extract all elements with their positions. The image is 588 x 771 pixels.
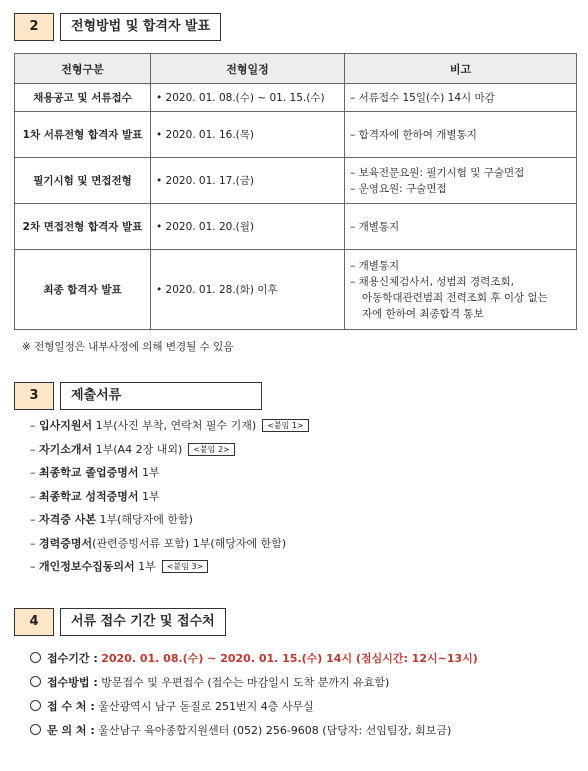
section-number: 2 — [14, 13, 54, 41]
notes-cell — [345, 204, 577, 250]
section-title: 서류 접수 기간 및 접수처 — [60, 608, 226, 636]
table-header-row — [15, 54, 577, 84]
info-label: 접수기간 : — [47, 652, 98, 665]
document-name: 자격증 사본 — [39, 513, 96, 526]
list-item: – 입사지원서 1부(사진 부착, 연락처 필수 기재) <붙임 1> — [30, 417, 309, 441]
info-label: 문 의 처 : — [47, 724, 95, 737]
document-name: 최종학교 졸업증명서 — [39, 466, 139, 479]
date-text: 2020. 01. 08.(수) ~ 01. 15.(수) — [165, 91, 325, 104]
attachment-tag: <붙임 3> — [162, 560, 209, 573]
document-name: 입사지원서 — [39, 419, 93, 432]
table-row — [15, 112, 577, 158]
list-item — [30, 698, 478, 722]
column-header: 비고 — [345, 54, 577, 84]
document-name: 개인정보수집동의서 — [39, 560, 135, 573]
document-detail: 1부(A4 2장 내외) — [92, 442, 183, 456]
note-line: – 보육전문요원: 필기시험 및 구술면접 — [350, 166, 525, 179]
date-cell: • 2020. 01. 08.(수) ~ 01. 15.(수) — [151, 84, 345, 112]
document-detail: 1부(사진 부착, 연락처 필수 기재) — [92, 419, 257, 432]
notes-cell — [345, 112, 577, 158]
info-value: 방문접수 및 우편접수 (접수는 마감일시 도착 분까지 유효함) — [101, 676, 390, 689]
document-detail: (관련증빙서류 포함) 1부(해당자에 한함) — [92, 536, 287, 550]
attachment-tag: <붙임 1> — [262, 419, 309, 432]
document-detail: 1부(해당자에 한함) — [95, 513, 193, 526]
document-detail: 1부 — [138, 489, 160, 503]
section-number: 4 — [14, 608, 54, 636]
section-title: 전형방법 및 합격자 발표 — [60, 13, 221, 41]
submission-info-list — [30, 650, 478, 746]
schedule-table — [14, 53, 577, 330]
stage-cell: 채용공고 및 서류접수 — [15, 84, 151, 112]
list-item — [30, 674, 478, 698]
info-value: 울산남구 육아종합지원센터 (052) 256-9608 (담당자: 선임팀장, 회보금) — [98, 724, 452, 737]
document-name: 경력증명서 — [39, 536, 93, 550]
document-detail: 1부 — [138, 466, 160, 479]
list-item: – 최종학교 졸업증명서 1부 — [30, 466, 160, 479]
date-text: 2020. 01. 28.(화) 이후 — [165, 283, 278, 296]
note-line: – 개별통지 — [350, 220, 400, 233]
date-cell: • 2020. 01. 28.(화) 이후 — [151, 250, 345, 330]
list-item: – 자격증 사본 1부(해당자에 한함) — [30, 513, 193, 526]
date-text: 2020. 01. 17.(금) — [165, 174, 254, 187]
date-text: 2020. 01. 16.(목) — [165, 128, 254, 141]
circle-bullet-icon — [30, 700, 41, 711]
document-name: 자기소개서 — [39, 442, 93, 456]
stage-cell: 2차 면접전형 합격자 발표 — [15, 204, 151, 250]
circle-bullet-icon — [30, 652, 41, 663]
stage-cell: 최종 합격자 발표 — [15, 250, 151, 330]
stage-cell: 1차 서류전형 합격자 발표 — [15, 112, 151, 158]
circle-bullet-icon — [30, 676, 41, 687]
section-number: 3 — [14, 382, 54, 410]
document-name: 최종학교 성적증명서 — [39, 489, 139, 503]
list-item: – 경력증명서(관련증빙서류 포함) 1부(해당자에 한함) — [30, 536, 287, 550]
note-line: 아동학대관련범죄 전력조회 후 이상 없는 — [362, 291, 548, 304]
date-text: 2020. 01. 20.(월) — [165, 220, 254, 233]
document-detail: 1부 — [134, 560, 156, 573]
list-item: – 자기소개서 1부(A4 2장 내외) <붙임 2> — [30, 441, 309, 465]
note-line: – 개별통지 — [350, 259, 400, 272]
table-row — [15, 250, 577, 330]
info-label: 접수방법 : — [47, 676, 98, 689]
section-title: 제출서류 — [60, 382, 262, 410]
info-value: 2020. 01. 08.(수) ~ 2020. 01. 15.(수) 14시 (점심시간: 12시~13시) — [101, 652, 478, 665]
table-row — [15, 84, 577, 112]
date-cell: • 2020. 01. 17.(금) — [151, 158, 345, 204]
note-line: – 합격자에 한하여 개별통지 — [350, 128, 477, 141]
date-cell: • 2020. 01. 16.(목) — [151, 112, 345, 158]
info-value: 울산광역시 남구 돋질로 251번지 4층 사무실 — [98, 700, 314, 713]
schedule-note: ※ 전형일정은 내부사정에 의해 변경될 수 있음 — [22, 341, 234, 353]
list-item: – 개인정보수집동의서 1부 <붙임 3> — [30, 558, 309, 582]
stage-cell: 필기시험 및 면접전형 — [15, 158, 151, 204]
column-header: 전형일정 — [151, 54, 345, 84]
info-label: 접 수 처 : — [47, 700, 95, 713]
date-cell: • 2020. 01. 20.(월) — [151, 204, 345, 250]
note-line: – 채용신체검사서, 성범죄 경력조회, — [350, 275, 514, 288]
document-list — [30, 417, 309, 582]
notes-cell — [345, 158, 577, 204]
notes-cell — [345, 84, 577, 112]
column-header: 전형구분 — [15, 54, 151, 84]
list-item — [30, 650, 478, 674]
attachment-tag: <붙임 2> — [188, 443, 235, 456]
table-row — [15, 204, 577, 250]
table-row — [15, 158, 577, 204]
notes-cell — [345, 250, 577, 330]
circle-bullet-icon — [30, 724, 41, 735]
note-line: – 운영요원: 구술면접 — [350, 182, 447, 195]
list-item: – 최종학교 성적증명서 1부 — [30, 489, 160, 503]
note-line: 자에 한하여 최종합격 통보 — [362, 307, 484, 320]
note-line: – 서류접수 15일(수) 14시 마감 — [350, 91, 495, 104]
list-item — [30, 722, 478, 746]
